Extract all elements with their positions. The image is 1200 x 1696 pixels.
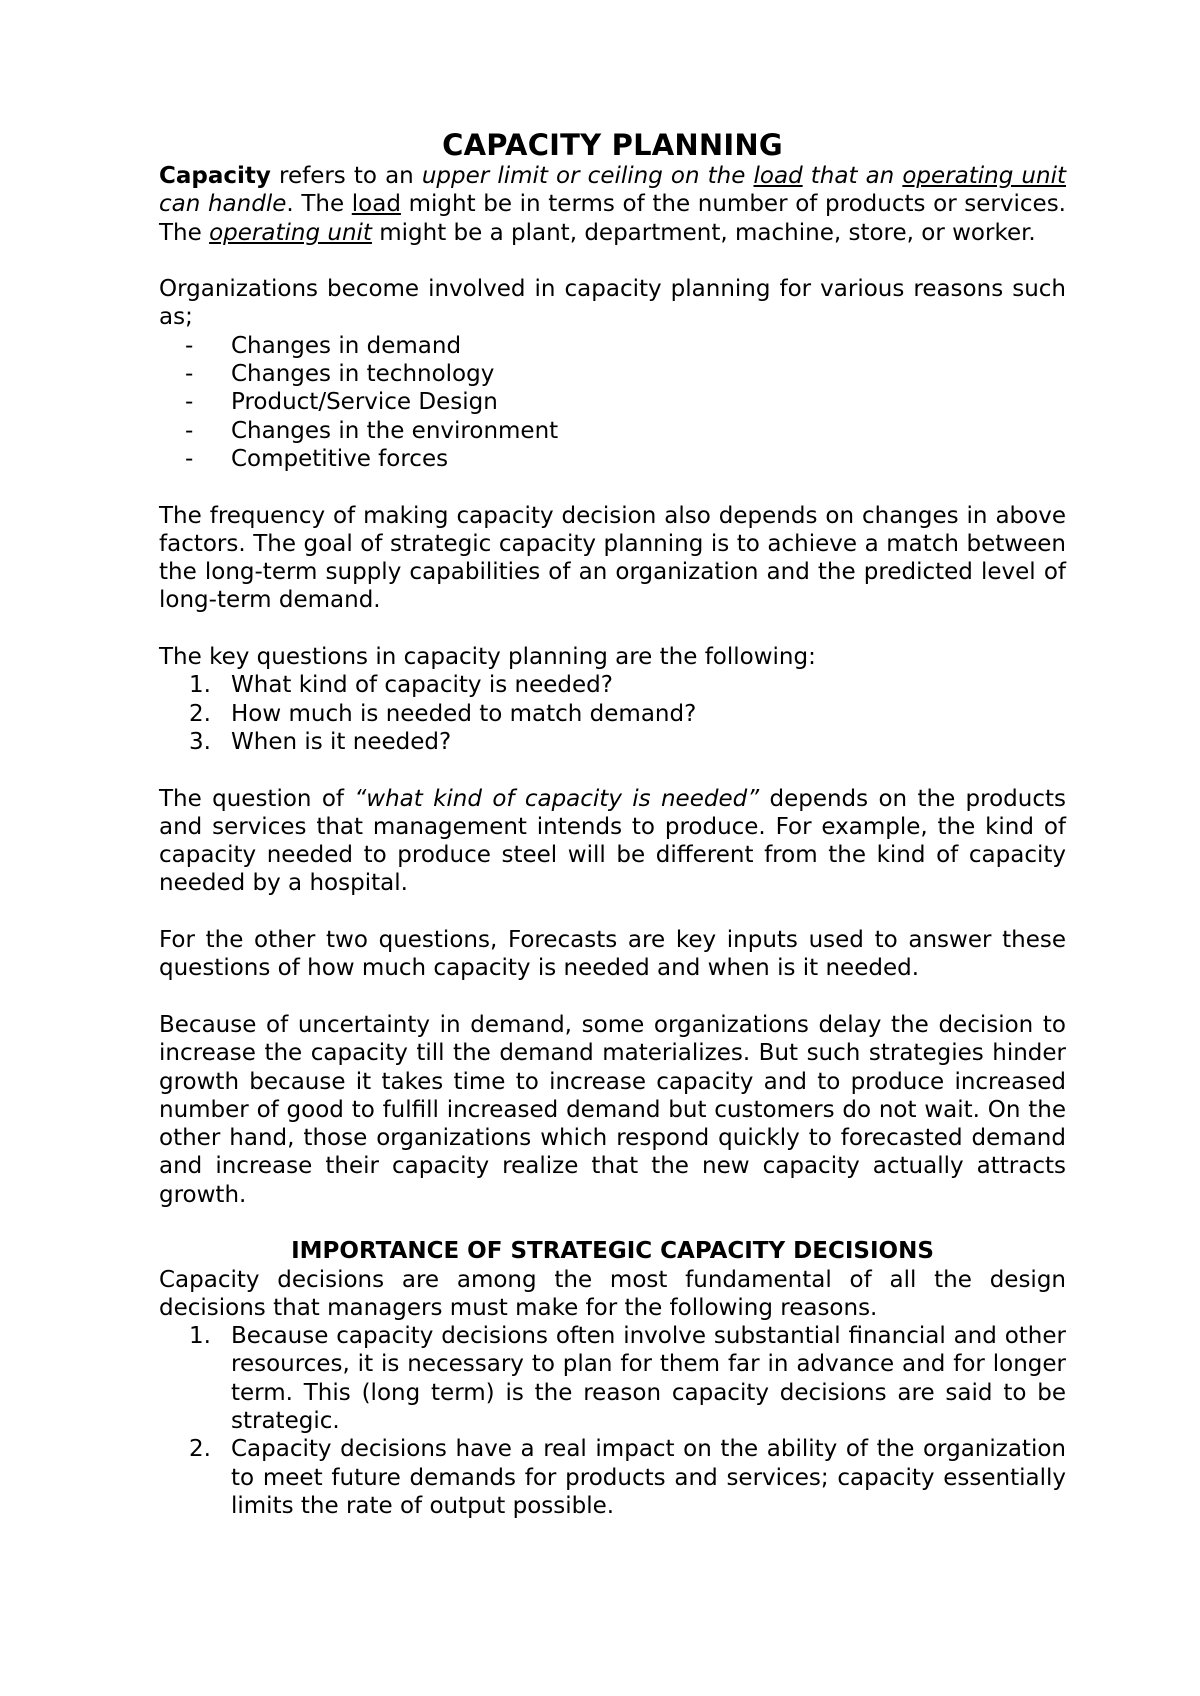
document-page	[159, 128, 1066, 1520]
definition-text: might be in terms of the number of products or services. The	[159, 191, 1066, 246]
other-questions-paragraph: For the other two questions, Forecasts are key inputs used to answer these questions of how much capacity is needed and when is it needed.	[159, 927, 1066, 982]
list-item	[159, 388, 1066, 416]
reason-text: Competitive forces	[231, 445, 449, 472]
list-item	[159, 360, 1066, 388]
question-text: When is it needed?	[231, 728, 452, 755]
operating-unit-term: operating unit	[902, 163, 1066, 189]
list-number: 2.	[189, 700, 211, 727]
importance-lead: Capacity decisions are among the most fundamental of all the design decisions that managers must make for the following reasons.	[159, 1266, 1066, 1321]
question-text: How much is needed to match demand?	[231, 700, 697, 727]
reason-text: Changes in technology	[231, 361, 495, 388]
question-text: What kind of capacity is needed?	[231, 672, 613, 699]
paragraph-gap	[159, 615, 1066, 643]
reason-text: Because capacity decisions often involve substantial financial and other resources, it is necessary to plan for them far in advance and for longer term. This (long term) is the reason capacity decisions are said to be strategic.	[231, 1323, 1066, 1435]
list-number: 3.	[189, 728, 211, 755]
list-item	[159, 1435, 1066, 1520]
paragraph-gap	[159, 247, 1066, 275]
reasons-lead: Organizations become involved in capacity planning for various reasons such as;	[159, 276, 1066, 331]
load-term: load	[351, 191, 401, 218]
dash-marker: -	[185, 389, 194, 416]
key-questions-lead: The key questions in capacity planning are the following:	[159, 644, 816, 671]
list-item	[159, 700, 1066, 728]
dash-marker: -	[185, 417, 194, 444]
capacity-definition-paragraph	[159, 162, 1066, 247]
list-number: 2.	[189, 1436, 211, 1463]
list-item	[159, 1322, 1066, 1435]
reasons-list	[159, 332, 1066, 473]
list-item	[159, 671, 1066, 699]
question-kind-paragraph	[159, 785, 1066, 898]
frequency-paragraph: The frequency of making capacity decision also depends on changes in above factors. The goal of strategic capacity planning is to achieve a match between the long-term supply capabilities of an organization and the predicted level of long-term demand.	[159, 502, 1066, 614]
paragraph-gap	[159, 898, 1066, 926]
reason-text: Product/Service Design	[231, 389, 498, 416]
capacity-term: Capacity	[159, 163, 271, 189]
key-questions-list	[159, 671, 1066, 756]
paragraph-gap	[159, 1209, 1066, 1237]
quoted-question: “what kind of capacity is needed”	[354, 785, 760, 812]
definition-text: might be a plant, department, machine, store, or worker.	[371, 219, 1036, 246]
importance-heading: IMPORTANCE OF STRATEGIC CAPACITY DECISIONS	[291, 1238, 934, 1265]
dash-marker: -	[185, 445, 194, 472]
list-item	[159, 332, 1066, 360]
definition-italic: can handle	[159, 191, 287, 218]
importance-list	[159, 1322, 1066, 1520]
reason-text: Changes in the environment	[231, 417, 559, 444]
page-title: CAPACITY PLANNING	[442, 128, 783, 162]
list-item	[159, 417, 1066, 445]
list-item	[159, 445, 1066, 473]
uncertainty-paragraph: Because of uncertainty in demand, some organizations delay the decision to increase the capacity till the demand materializes. But such strategies hinder growth because it takes time to increase capacity and to produce increased number of good to fulfill increased demand but customers do not wait. On the other hand, those organizations which respond quickly to forecasted demand and increase their capacity realize that the new capacity actually attracts growth.	[159, 1011, 1066, 1208]
list-number: 1.	[189, 1323, 211, 1350]
operating-unit-term: operating unit	[209, 219, 372, 246]
paragraph-text: depends on the products and services that management intends to produce. For example, the kind of capacity needed to produce steel will be different from the kind of capacity needed by a hospital.	[159, 785, 1066, 897]
paragraph-gap	[159, 473, 1066, 501]
definition-text: refers to an	[270, 163, 422, 189]
list-item	[159, 728, 1066, 756]
definition-italic: upper limit or ceiling on the	[421, 163, 754, 189]
paragraph-text: The question of	[159, 785, 355, 812]
dash-marker: -	[185, 361, 194, 388]
reason-text: Capacity decisions have a real impact on the ability of the organization to meet future demands for products and services; capacity essentially limits the rate of output possible.	[231, 1436, 1066, 1519]
paragraph-gap	[159, 983, 1066, 1011]
list-number: 1.	[189, 672, 211, 699]
definition-text: . The	[286, 191, 352, 218]
load-term: load	[753, 163, 803, 189]
reason-text: Changes in demand	[231, 332, 462, 359]
paragraph-gap	[159, 756, 1066, 784]
dash-marker: -	[185, 332, 194, 359]
definition-italic: that an	[802, 163, 903, 189]
